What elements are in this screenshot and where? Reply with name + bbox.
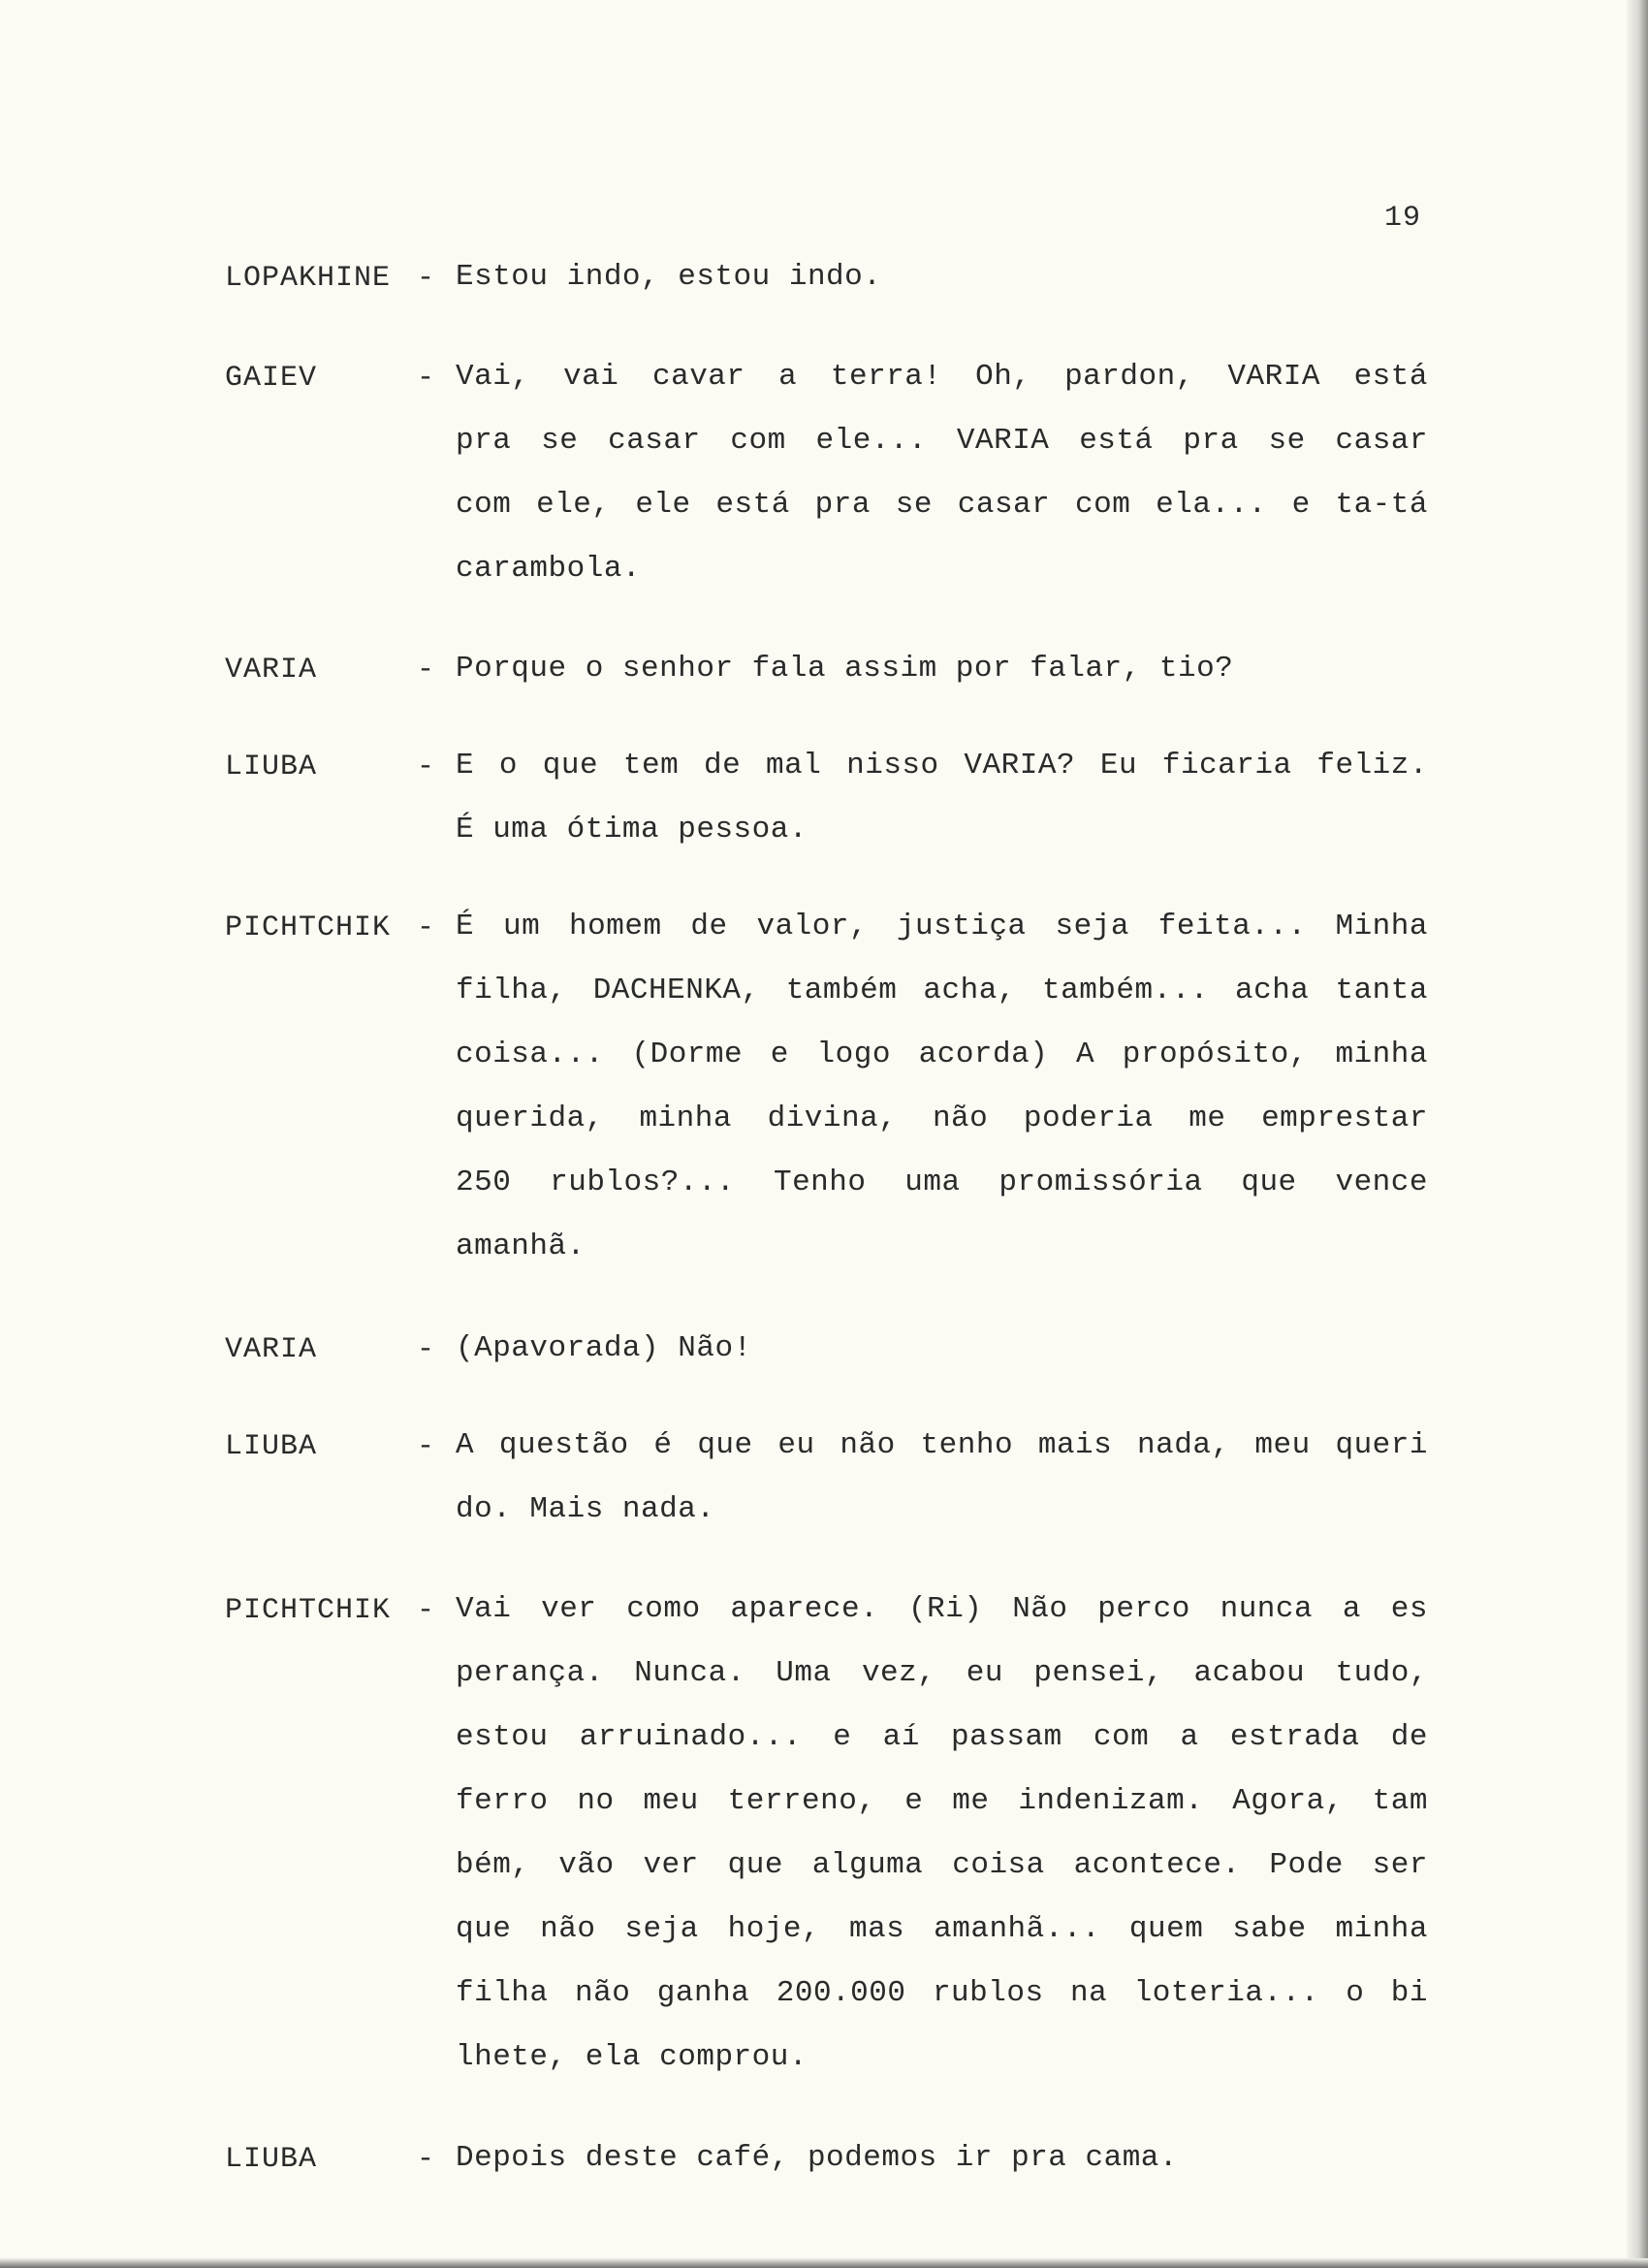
speaker-dash: - xyxy=(417,2143,435,2176)
speech-line: carambola. xyxy=(456,552,642,586)
speech-line: (Apavorada) Não! xyxy=(456,1331,752,1365)
speech-line: É um homem de valor, justiça seja feita... Minha xyxy=(456,910,1428,943)
speaker-name: LIUBA xyxy=(225,2143,318,2176)
speech-line: Vai ver como aparece. (Ri) Não perco nunca a es xyxy=(456,1592,1428,1626)
speech-text xyxy=(456,1594,1428,2090)
speech-line: Depois deste café, podemos ir pra cama. xyxy=(456,2141,1179,2175)
speech-line: Porque o senhor fala assim por falar, tio? xyxy=(456,652,1234,686)
speaker-dash: - xyxy=(417,1333,435,1366)
speaker-dash: - xyxy=(417,654,435,687)
speech-line: bém, vão ver que alguma coisa acontece. Pode ser xyxy=(456,1848,1428,1882)
speech-line: lhete, ela comprou. xyxy=(456,2040,808,2074)
speaker-name: LIUBA xyxy=(225,751,318,783)
speaker-dash: - xyxy=(417,751,435,783)
speech-line: estou arruinado... e aí passam com a estrada de xyxy=(456,1720,1428,1754)
speaker-dash: - xyxy=(417,911,435,944)
speech-text xyxy=(456,1333,1428,1381)
speech-line: coisa... (Dorme e logo acorda) A propósito, minha xyxy=(456,1038,1428,1071)
speaker-name: PICHTCHIK xyxy=(225,1594,392,1627)
speaker-dash: - xyxy=(417,1430,435,1463)
speech-text xyxy=(456,654,1428,701)
speaker-dash: - xyxy=(417,262,435,295)
speech-text xyxy=(456,362,1428,601)
speech-text xyxy=(456,911,1428,1279)
speaker-name: LIUBA xyxy=(225,1430,318,1463)
speech-line: com ele, ele está pra se casar com ela... e ta-tá xyxy=(456,488,1428,522)
speaker-dash: - xyxy=(417,362,435,395)
speech-line: A questão é que eu não tenho mais nada, meu queri xyxy=(456,1428,1428,1462)
speech-text xyxy=(456,2143,1428,2190)
speech-line: Estou indo, estou indo. xyxy=(456,260,882,294)
page-number: 19 xyxy=(1384,202,1422,235)
speech-text xyxy=(456,751,1428,862)
page-edge-shadow xyxy=(1627,0,1648,2268)
speech-text xyxy=(456,262,1428,309)
speech-line: pra se casar com ele... VARIA está pra se casar xyxy=(456,424,1428,458)
speaker-name: VARIA xyxy=(225,654,318,687)
speaker-name: VARIA xyxy=(225,1333,318,1366)
speech-line: que não seja hoje, mas amanhã... quem sabe minha xyxy=(456,1912,1428,1946)
speech-line: filha não ganha 200.000 rublos na loteria... o bi xyxy=(456,1976,1428,2010)
speech-line: amanhã. xyxy=(456,1230,586,1263)
speech-line: filha, DACHENKA, também acha, também... acha tanta xyxy=(456,974,1428,1007)
speech-line: É uma ótima pessoa. xyxy=(456,813,808,847)
speech-line: perança. Nunca. Uma vez, eu pensei, acabou tudo, xyxy=(456,1656,1428,1690)
speech-line: 250 rublos?... Tenho uma promissória que vence xyxy=(456,1166,1428,1199)
speech-line: E o que tem de mal nisso VARIA? Eu ficaria feliz. xyxy=(456,749,1428,783)
speech-line: do. Mais nada. xyxy=(456,1492,715,1526)
speech-line: ferro no meu terreno, e me indenizam. Agora, tam xyxy=(456,1784,1428,1818)
speaker-dash: - xyxy=(417,1594,435,1627)
page-bottom-edge xyxy=(0,2258,1648,2268)
speech-line: querida, minha divina, não poderia me emprestar xyxy=(456,1102,1428,1135)
speaker-name: LOPAKHINE xyxy=(225,262,392,295)
speech-line: Vai, vai cavar a terra! Oh, pardon, VARIA está xyxy=(456,360,1428,394)
speech-text xyxy=(456,1430,1428,1542)
speaker-name: GAIEV xyxy=(225,362,318,395)
speaker-name: PICHTCHIK xyxy=(225,911,392,944)
